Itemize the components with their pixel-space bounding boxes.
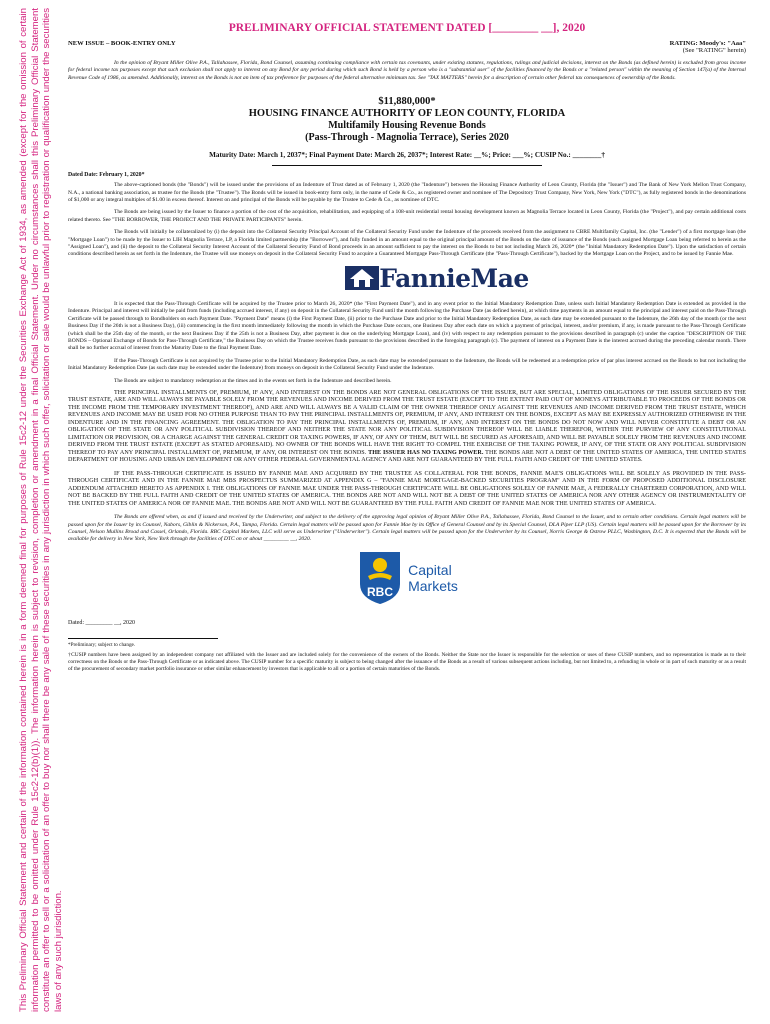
official-statement-page: [68, 22, 746, 672]
cusip-footnote: †CUSIP numbers have been assigned by an independent company not affiliated with the Issuer and are included solely for the convenience of the owners of the Bonds. Neither the State nor the Issuer is responsible for the selection or uses of these CUSIP numbers, and no representation is made as to their correctness on the Bonds or the Pass-Through Certificate or as indicated above. The CUSIP number for a specific maturity is subject to being changed after the issuance of the Bonds as a result of various subsequent actions including, but not limited to, a refunding in whole or in part of such maturity or as a result of the procurement of secondary market portfolio insurance or other similar enhancement by investors that is applicable to all or a portion of certain maturities of the Bonds.: [68, 652, 746, 672]
fannie-mae-wordmark: FannieMae: [379, 263, 529, 293]
fannie-mae-logo: [128, 264, 746, 293]
bond-title-line2: (Pass-Through - Magnolia Terrace), Series 2020: [305, 132, 509, 144]
limited-obligations-text: THE PRINCIPAL INSTALLMENTS OF, PREMIUM, IF ANY, AND INTEREST ON THE BONDS ARE NOT GENERAL OBLIGATIONS OF THE ISSUER, BUT ARE SPECIAL, LIMITED OBLIGATIONS OF THE ISSUER SECURED BY THE TRUST ESTATE, ARE AND WILL ALWAYS BE PAYABLE SOLELY FROM THE REVENUES AND INCOME DERIVED FROM THE TRUST ESTATE (EXCEPT TO THE EXTENT PAID OUT OF MONEYS ATTRIBUTABLE TO PROCEEDS OF THE BONDS OR THE INCOME FROM THE TEMPORARY INVESTMENT THEREOF), AND ARE AND WILL ALWAYS BE A VALID CLAIM OF THE OWNER THEREOF ONLY AGAINST THE REVENUES AND INCOME DERIVED FROM THE TRUST ESTATE, WHICH REVENUES AND INCOME MAY BE USED FOR NO OTHER PURPOSE THAN TO PAY THE PRINCIPAL INSTALLMENTS OF, PREMIUM, IF ANY, AND INTEREST ON THE BONDS, EXCEPT AS MAY BE EXPRESSLY AUTHORIZED OTHERWISE IN THE INDENTURE AND IN THE FINANCING AGREEMENT. THE OBLIGATION TO PAY THE PRINCIPAL INSTALLMENTS OF, PREMIUM, IF ANY, AND INTEREST ON THE BONDS DO NOT NOW AND WILL NEVER CONSTITUTE A DEBT OR AN OBLIGATION OF THE STATE OR ANY POLITICAL SUBDIVISION THEREOF AND NEITHER THE STATE NOR ANY POLITICAL SUBDIVISION THEREOF WILL BE LIABLE THEREFOR, WITHIN THE PURVIEW OF ANY CONSTITUTIONAL LIMITATION OR PROVISION, OR A CHARGE AGAINST THE GENERAL CREDIT OR TAXING POWERS, IF ANY, OF ANY OF THEM, BUT WILL BE SECURED AS AFORESAID, AND WILL BE PAYABLE SOLELY FROM THE REVENUES AND INCOME DERIVED FROM THE TRUST ESTATE (EXCEPT AS STATED AFORESAID). NO OWNER OF THE BONDS WILL HAVE THE RIGHT TO COMPEL THE EXERCISE OF THE TAXING POWER, IF ANY, OF THE STATE OR ANY POLITICAL SUBDIVISION THEREOF TO PAY ANY PRINCIPAL INSTALLMENT OF, PREMIUM, IF ANY, OR INTEREST ON THE BONDS.: [68, 389, 746, 456]
maturity-line: Maturity Date: March 1, 2037*; Final Payment Date: March 26, 2037*; Interest Rate: __%; Price: ___%; CUSIP No.: ________†: [209, 151, 605, 160]
paragraph-project: The Bonds are being issued by the Issuer to finance a portion of the cost of the acquisition, rehabilitation, and equipping of a 108-unit residential rental housing development known as Magnolia Terrace located in Leon County, Florida (the "Project"), and pay certain additional costs related thereto. See "THE BORROWER, THE PROJECT AND THE PRIVATE PARTICIPANTS" herein.: [68, 209, 746, 223]
dated-date: Dated Date: February 1, 2020*: [68, 172, 145, 179]
bond-title-line1: Multifamily Housing Revenue Bonds: [328, 120, 486, 132]
footnote-divider: [68, 638, 218, 639]
issue-rating-row: [68, 40, 746, 54]
bond-counsel-opinion: In the opinion of Bryant Miller Olive P.A., Tallahassee, Florida, Bond Counsel, assuming continuing compliance with certain tax covenants, under existing statutes, regulations, rulings and judicial decisions, interest on the Bonds (as defined herein) is excluded from gross income for federal income tax purposes except that such exclusion shall not apply to interest on any Bond for any period during which such Bond is held by a person who is a "substantial user" of the facilities financed by the Bonds or a "related person" within the meaning of Section 147(a) of the Internal Revenue Code of 1986, as amended. Additionally, interest on the Bonds is not an item of tax preference for purposes of the federal alternative minimum tax. See "TAX MATTERS" herein for a description of certain other federal tax consequences of ownership of the Bonds.: [68, 60, 746, 81]
rbc-wordmark-line2: Markets: [408, 577, 458, 594]
no-taxing-power: THE ISSUER HAS NO TAXING POWER.: [368, 449, 484, 456]
fannie-mae-house-icon: [345, 264, 379, 292]
new-issue-label: NEW ISSUE – BOOK-ENTRY ONLY: [68, 40, 176, 47]
paragraph-offering: The Bonds are offered when, as and if issued and received by the Underwriter, and subject to the delivery of the approving legal opinion of Bryant Miller Olive P.A., Tallahassee, Florida, Bond Counsel to the Issuer, and to certain other conditions. Certain legal matters will be passed upon for the Issuer by its Counsel, Nabors, Giblin & Nickerson, P.A., Tampa, Florida. Certain legal matters will be passed upon for Fannie Mae by its Office of General Counsel and by its Special Counsel, DLA Piper LLP (US). Certain legal matters will be passed upon for the Borrower by its Counsel, Nelson Mullins Broad and Cassel, Orlando, Florida. RBC Capital Markets, LLC will serve as Underwriter ("Underwriter"). Certain legal matters will be passed upon for the Underwriter by its Counsel, Norris George & Ostrow PLLC, Washington, D.C. It is expected that the Bonds will be available for delivery in New York, New York through the facilities of DTC on or about _________ __, 2020.: [68, 514, 746, 543]
rating-sub: (See "RATING" herein): [682, 47, 746, 54]
paragraph-bonds-issued: The above-captioned bonds (the "Bonds") will be issued under the provisions of an Indenture of Trust dated as of February 1, 2020 (the "Indenture") between the Housing Finance Authority of Leon County, Florida (the "Issuer") and The Bank of New York Mellon Trust Company, N.A., a national banking association, as trustee for the Bonds (the "Trustee"). The Bonds will be issued in book-entry form only, in the name of Cede & Co., as registered owner and nominee of The Depository Trust Company, New York, New York ("DTC"), as fully registered bonds in the denominations of $1,000 or any integral multiples of $1.00 in excess thereof. Interest on and principal of the Bonds will be payable by the Trustee to Cede & Co., as nominee of DTC.: [68, 182, 746, 204]
not-us-debt-text: THE BONDS ARE NOT A DEBT OF THE UNITED STATES OF AMERICA, THE UNITED STATES DEPARTMENT OF HOUSING AND URBAN DEVELOPMENT OR ANY OTHER FEDERAL GOVERNMENTAL AGENCY AND ARE NOT GUARANTEED BY THE FULL FAITH AND CREDIT OF THE UNITED STATES.: [68, 449, 747, 464]
bond-amount: $11,880,000*: [378, 96, 436, 108]
paragraph-limited-obligations: [68, 390, 746, 465]
rbc-wordmark-line1: Capital: [408, 561, 452, 578]
title-divider: [272, 165, 542, 166]
rbc-shield-icon: [356, 550, 404, 606]
issuer-name: HOUSING FINANCE AUTHORITY OF LEON COUNTY, FLORIDA: [248, 108, 566, 120]
paragraph-redemption: If the Pass-Through Certificate is not acquired by the Trustee prior to the Initial Mandatory Redemption Date, as such date may be extended pursuant to the Indenture, the Bonds will be redeemed at a redemption price of par plus interest accrued on the Bonds to but not including the Initial Mandatory Redemption Date (as such date may be extended under the Indenture) from moneys on deposit in the Collateral Security Fund under the Indenture.: [68, 357, 746, 372]
paragraph-collateral: The Bonds will initially be collateralized by (i) the deposit into the Collateral Security Principal Account of the Collateral Security Fund under the Indenture of the proceeds received from the assignment to CBRE Multifamily Capital, Inc. (the "Lender") of a first mortgage loan (the "Mortgage Loan") to be made by the Issuer to LIH Magnolia Terrace, LP, a Florida limited partnership (the "Borrower"), and fully funded in an amount equal to the original principal amount of the Bonds on the date of issuance of the Bonds (such assigned Mortgage Loan being referred to herein as the "Assigned Loan"), and (ii) the deposit to the Collateral Security Interest Account of the Collateral Security Fund of Bond proceeds in an amount sufficient to pay the interest on the Bonds to but not including March 26, 2020* (the "Initial Mandatory Redemption Date"). Upon the satisfaction of certain conditions described herein as set forth in the Indenture, the Trustee will use moneys on deposit in the Collateral Security Fund to acquire a Guaranteed Mortgage Pass-Through Certificate (the "Pass-Through Certificate"), backed by the Mortgage Loan on the Project, and to be issued by Fannie Mae.: [68, 229, 746, 258]
paragraph-mandatory-redemption: The Bonds are subject to mandatory redemption at the times and in the events set forth in the Indenture and described herein.: [114, 377, 392, 384]
paragraph-pass-through: It is expected that the Pass-Through Certificate will be acquired by the Trustee prior to March 26, 2020* (the "First Payment Date"), and in any event prior to the Initial Mandatory Redemption Date, unless such Initial Mandatory Redemption Date is extended as provided in the Indenture. Principal and interest will initially be paid from funds (including accrued interest, if any) on deposit in the Collateral Security Fund until the month following the Purchase Date (as defined herein), at which time payments in an amount equal to the principal and interest paid on the Pass-Through Certificate will be passed through to Bondholders on each Payment Date. "Payment Date" means (i) the First Payment Date, (ii) prior to the Purchase Date and prior to the Initial Mandatory Redemption Date, as such date may be extended pursuant to the Indenture, the 26th day of the month (or the next Business Day if the 26th is not a Business Day), (iii) commencing in the first month immediately following the month in which the Purchase Date occurs, one Business Day after each date on which a payment of principal, interest, and/or premium, if any, is made pursuant to the Pass-Through Certificate (which shall be the 25th day of the month, or the next Business Day if the 25th is not a Business Day, after payment is due on the underlying Mortgage Loan), and (iv) with respect to any redemption pursuant to the provisions described in paragraph (c) under the caption "DESCRIPTION OF THE BONDS – Optional Exchange of Bonds for Pass-Through Certificate," the Business Day on which the Trustee receives funds pursuant to the provisions described in the foregoing paragraph (c). The payment of interest on a Payment Date is the interest accrued during the preceding calendar month. There shall be no further accrual of interest from the Maturity Date to the final Payment Date.: [68, 300, 746, 352]
rbc-capital-markets-logo: [68, 550, 746, 606]
document-date: Dated: _________ __, 2020: [68, 619, 135, 626]
preliminary-footnote: *Preliminary; subject to change.: [68, 641, 136, 648]
legend-text: This Preliminary Official Statement and certain of the information contained herein is in a form deemed final for purposes of Rule 15c2-12 under the Securities Exchange Act of 1934, as amended (except for the omission of certain information permitted to be omitted under Rule 15c2-12(b)(1)). The information herein is subject to revision, completion or amendment in a final Official Statement. Under no circumstances shall this Preliminary Official Statement constitute an offer to sell or a solicitation of an offer to buy nor shall there be any sale of these securities in any jurisdiction in which such offer, solicitation or sale would be unlawful prior to registration or qualification under the securities laws of any such jurisdiction.: [18, 8, 64, 1012]
rating-label: RATING: Moody's: "Aaa": [669, 40, 746, 47]
paragraph-fannie-obligations: IF THE PASS-THROUGH CERTIFICATE IS ISSUED BY FANNIE MAE AND ACQUIRED BY THE TRUSTEE AS COLLATERAL FOR THE BONDS, FANNIE MAE'S OBLIGATIONS WILL BE SOLELY AS PROVIDED IN THE PASS-THROUGH CERTIFICATE AND IN THE FANNIE MAE MBS PROSPECTUS SUMMARIZED AT APPENDIX G – "FANNIE MAE MORTGAGE-BACKED SECURITIES PROGRAM" AND IN THE FORM OF PROPOSED ADDITIONAL DISCLOSURE ADDENDUM ATTACHED HERETO AS APPENDIX I. THE OBLIGATIONS OF FANNIE MAE UNDER THE PASS-THROUGH CERTIFICATE WILL BE OBLIGATIONS SOLELY OF FANNIE MAE, A FEDERALLY CHARTERED CORPORATION, AND WILL NOT BE BACKED BY THE FULL FAITH AND CREDIT OF THE UNITED STATES OF AMERICA. THE BONDS ARE NOT AND WILL NOT BE A DEBT OF THE UNITED STATES OF AMERICA NOR ANY OTHER AGENCY OR INSTRUMENTALITY OF THE UNITED STATES OF AMERICA NOR OF FANNIE MAE. THE BONDS ARE NOT AND WILL NOT BE GUARANTEED BY THE FULL FAITH AND CREDIT OF FANNIE MAE NOR THE UNITED STATES OF AMERICA.: [68, 470, 746, 507]
rbc-wordmark: [408, 562, 458, 594]
rating-block: [670, 40, 746, 54]
preliminary-heading: PRELIMINARY OFFICIAL STATEMENT DATED [________ __], 2020: [228, 22, 586, 34]
rbc-shield-label: RBC: [367, 584, 394, 599]
